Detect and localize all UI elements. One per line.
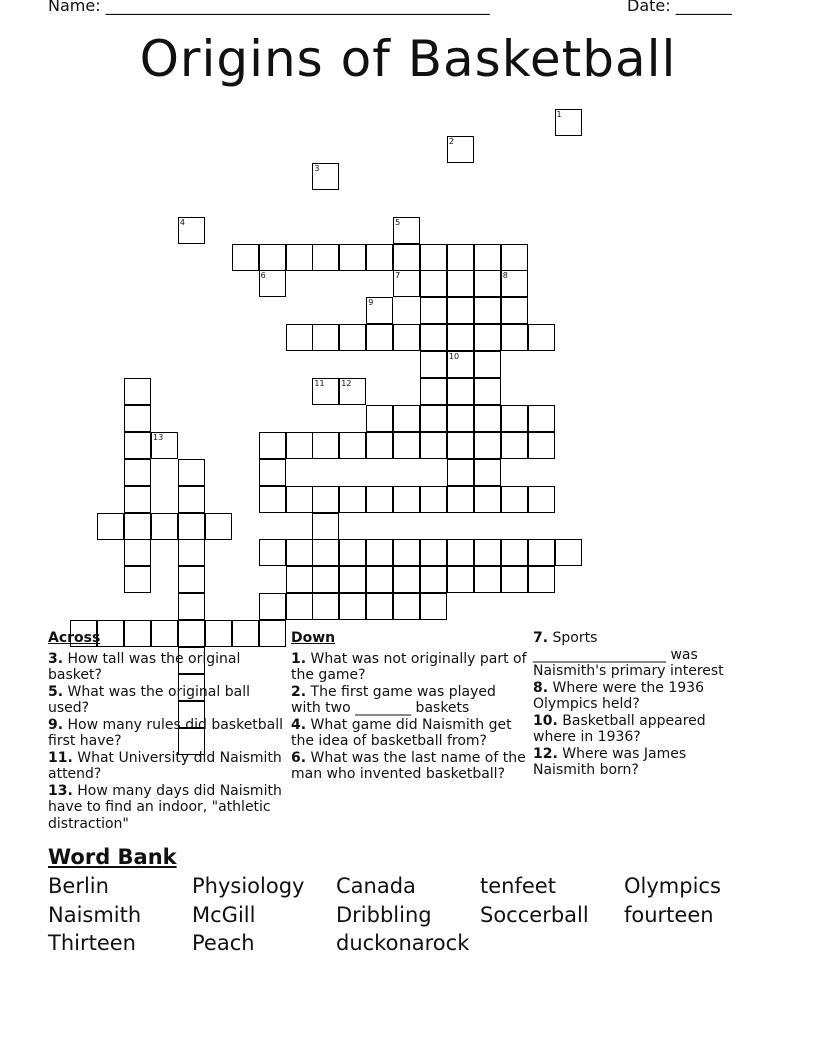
grid-cell[interactable] bbox=[420, 566, 447, 593]
grid-cell[interactable] bbox=[447, 136, 474, 163]
grid-cell[interactable] bbox=[501, 297, 528, 324]
grid-cell[interactable] bbox=[339, 539, 366, 566]
grid-cell[interactable] bbox=[312, 163, 339, 190]
word-bank-item: Thirteen bbox=[48, 931, 136, 955]
clue-text: What was the last name of the man who invented basketball? bbox=[291, 749, 526, 782]
grid-cell[interactable] bbox=[447, 351, 474, 378]
clue-number: 2 bbox=[448, 136, 454, 146]
grid-cell[interactable] bbox=[366, 566, 393, 593]
word-bank-item: duckonarock bbox=[336, 931, 470, 955]
grid-cell[interactable] bbox=[366, 297, 393, 324]
grid-cell[interactable] bbox=[259, 244, 286, 271]
grid-cell[interactable] bbox=[528, 324, 555, 351]
grid-cell[interactable] bbox=[447, 270, 474, 297]
clue-number: 8. bbox=[533, 679, 549, 696]
grid-cell[interactable] bbox=[124, 405, 151, 432]
grid-cell[interactable] bbox=[124, 513, 151, 540]
clue-number: 12. bbox=[533, 745, 558, 762]
down-clue bbox=[291, 717, 529, 750]
clue-number: 7 bbox=[395, 271, 401, 281]
across-clue bbox=[48, 651, 284, 684]
grid-cell[interactable] bbox=[366, 593, 393, 620]
grid-cell[interactable] bbox=[501, 244, 528, 271]
clue-text: How tall was the original basket? bbox=[48, 650, 241, 683]
across-clue bbox=[48, 684, 284, 717]
down-clue bbox=[291, 651, 529, 684]
across-clue bbox=[48, 783, 284, 833]
grid-cell[interactable] bbox=[501, 324, 528, 351]
grid-cell[interactable] bbox=[178, 593, 205, 620]
grid-cell[interactable] bbox=[178, 217, 205, 244]
grid-cell[interactable] bbox=[474, 539, 501, 566]
clue-number: 4 bbox=[179, 217, 185, 227]
grid-cell[interactable] bbox=[124, 566, 151, 593]
clue-number: 5. bbox=[48, 683, 64, 700]
grid-cell[interactable] bbox=[447, 297, 474, 324]
across-clues bbox=[48, 630, 284, 832]
grid-cell[interactable] bbox=[312, 486, 339, 513]
grid-cell[interactable] bbox=[420, 378, 447, 405]
clue-number: 10. bbox=[533, 712, 558, 729]
clue-text: Where were the 1936 Olympics held? bbox=[533, 679, 704, 712]
grid-cell[interactable] bbox=[447, 486, 474, 513]
word-bank-item: tenfeet bbox=[480, 874, 556, 898]
clue-text: How many rules did basketball first have? bbox=[48, 716, 284, 749]
grid-cell[interactable] bbox=[420, 270, 447, 297]
grid-cell[interactable] bbox=[474, 244, 501, 271]
clue-number: 3 bbox=[314, 163, 320, 173]
grid-cell[interactable] bbox=[124, 378, 151, 405]
clue-number: 11. bbox=[48, 749, 73, 766]
grid-cell[interactable] bbox=[393, 432, 420, 459]
grid-cell[interactable] bbox=[286, 566, 313, 593]
grid-cell[interactable] bbox=[339, 566, 366, 593]
clue-text: What was not originally part of the game? bbox=[291, 650, 527, 683]
clue-number: 10 bbox=[448, 352, 460, 362]
word-bank-item: Physiology bbox=[192, 874, 305, 898]
grid-cell[interactable] bbox=[420, 297, 447, 324]
grid-cell[interactable] bbox=[124, 432, 151, 459]
page-title: Origins of Basketball bbox=[139, 30, 677, 88]
clue-number: 8 bbox=[502, 271, 508, 281]
grid-cell[interactable] bbox=[259, 486, 286, 513]
grid-cell[interactable] bbox=[178, 486, 205, 513]
grid-cell[interactable] bbox=[420, 244, 447, 271]
clue-number: 11 bbox=[314, 379, 325, 388]
word-bank bbox=[48, 872, 768, 958]
grid-cell[interactable] bbox=[393, 217, 420, 244]
grid-cell[interactable] bbox=[124, 459, 151, 486]
clue-number: 1 bbox=[556, 110, 562, 119]
grid-cell[interactable] bbox=[366, 324, 393, 351]
grid-cell[interactable] bbox=[420, 351, 447, 378]
grid-cell[interactable] bbox=[393, 324, 420, 351]
grid-cell[interactable] bbox=[178, 459, 205, 486]
grid-cell[interactable] bbox=[259, 270, 286, 297]
grid-cell[interactable] bbox=[420, 405, 447, 432]
grid-cell[interactable] bbox=[501, 566, 528, 593]
grid-cell[interactable] bbox=[339, 432, 366, 459]
grid-cell[interactable] bbox=[393, 270, 420, 297]
grid-cell[interactable] bbox=[393, 486, 420, 513]
clue-text: The first game was played with two ________ baskets bbox=[291, 683, 496, 716]
grid-cell[interactable] bbox=[420, 539, 447, 566]
grid-cell[interactable] bbox=[286, 432, 313, 459]
down-clues bbox=[291, 630, 529, 783]
down-clue bbox=[291, 750, 529, 783]
grid-cell[interactable] bbox=[474, 486, 501, 513]
clue-number: 6 bbox=[260, 271, 266, 281]
grid-cell[interactable] bbox=[366, 486, 393, 513]
down-clue bbox=[533, 713, 733, 746]
clue-text: What game did Naismith get the idea of basketball from? bbox=[291, 716, 512, 749]
grid-cell[interactable] bbox=[420, 593, 447, 620]
grid-cell[interactable] bbox=[528, 566, 555, 593]
grid-cell[interactable] bbox=[393, 244, 420, 271]
grid-cell[interactable] bbox=[312, 244, 339, 271]
grid-cell[interactable] bbox=[474, 270, 501, 297]
grid-cell[interactable] bbox=[474, 351, 501, 378]
grid-cell[interactable] bbox=[393, 566, 420, 593]
grid-cell[interactable] bbox=[447, 432, 474, 459]
grid-cell[interactable] bbox=[259, 459, 286, 486]
grid-cell[interactable] bbox=[339, 486, 366, 513]
clue-number: 13. bbox=[48, 782, 73, 799]
grid-cell[interactable] bbox=[124, 486, 151, 513]
grid-cell[interactable] bbox=[312, 513, 339, 540]
down-clues-continued bbox=[533, 630, 733, 779]
date-field[interactable]: Date: _______ bbox=[627, 0, 732, 15]
grid-cell[interactable] bbox=[474, 405, 501, 432]
grid-cell[interactable] bbox=[474, 324, 501, 351]
clue-number: 13 bbox=[153, 432, 164, 442]
grid-cell[interactable] bbox=[178, 513, 205, 540]
grid-cell[interactable] bbox=[501, 405, 528, 432]
grid-cell[interactable] bbox=[286, 244, 313, 271]
grid-cell[interactable] bbox=[232, 244, 259, 271]
across-clue bbox=[48, 750, 284, 783]
grid-cell[interactable] bbox=[178, 539, 205, 566]
grid-cell[interactable] bbox=[178, 566, 205, 593]
grid-cell[interactable] bbox=[366, 539, 393, 566]
grid-cell[interactable] bbox=[151, 432, 178, 459]
clue-text: How many days did Naismith have to find an indoor, "athletic distraction" bbox=[48, 782, 282, 832]
grid-cell[interactable] bbox=[286, 539, 313, 566]
grid-cell[interactable] bbox=[97, 513, 124, 540]
clue-number: 3. bbox=[48, 650, 64, 667]
grid-cell[interactable] bbox=[205, 513, 232, 540]
down-clue bbox=[533, 680, 733, 713]
clue-text: What was the original ball used? bbox=[48, 683, 250, 716]
grid-cell[interactable] bbox=[501, 432, 528, 459]
grid-cell[interactable] bbox=[474, 459, 501, 486]
clue-number: 6. bbox=[291, 749, 307, 766]
grid-cell[interactable] bbox=[312, 566, 339, 593]
grid-cell[interactable] bbox=[312, 593, 339, 620]
word-bank-item: Olympics bbox=[624, 874, 721, 898]
down-clue bbox=[291, 684, 529, 717]
grid-cell[interactable] bbox=[447, 459, 474, 486]
grid-cell[interactable] bbox=[474, 297, 501, 324]
grid-cell[interactable] bbox=[393, 593, 420, 620]
clue-number: 12 bbox=[341, 379, 352, 388]
grid-cell[interactable] bbox=[393, 539, 420, 566]
grid-cell[interactable] bbox=[366, 432, 393, 459]
grid-cell[interactable] bbox=[312, 432, 339, 459]
down-heading: Down bbox=[291, 630, 336, 646]
grid-cell[interactable] bbox=[528, 405, 555, 432]
grid-cell[interactable] bbox=[124, 539, 151, 566]
grid-cell[interactable] bbox=[366, 244, 393, 271]
grid-cell[interactable] bbox=[259, 539, 286, 566]
across-clue bbox=[48, 717, 284, 750]
word-bank-item: McGill bbox=[192, 902, 256, 927]
word-bank-item: Peach bbox=[192, 931, 255, 955]
word-bank-title: Word Bank bbox=[48, 845, 177, 869]
word-bank-item: Naismith bbox=[48, 902, 142, 927]
grid-cell[interactable] bbox=[528, 432, 555, 459]
grid-cell[interactable] bbox=[447, 378, 474, 405]
word-bank-item: fourteen bbox=[624, 902, 714, 927]
grid-cell[interactable] bbox=[447, 324, 474, 351]
grid-cell[interactable] bbox=[420, 486, 447, 513]
word-bank-item: Soccerball bbox=[480, 902, 589, 927]
grid-cell[interactable] bbox=[528, 539, 555, 566]
word-bank-item: Berlin bbox=[48, 874, 109, 898]
grid-cell[interactable] bbox=[447, 244, 474, 271]
grid-cell[interactable] bbox=[339, 378, 366, 405]
clue-number: 2. bbox=[291, 683, 307, 700]
grid-cell[interactable] bbox=[447, 566, 474, 593]
grid-cell[interactable] bbox=[312, 324, 339, 351]
grid-cell[interactable] bbox=[286, 593, 313, 620]
clue-number: 1. bbox=[291, 650, 307, 667]
grid-cell[interactable] bbox=[501, 486, 528, 513]
clue-text: Where was James Naismith born? bbox=[533, 745, 687, 778]
grid-cell[interactable] bbox=[555, 109, 582, 136]
grid-cell[interactable] bbox=[474, 566, 501, 593]
word-bank-item: Dribbling bbox=[336, 902, 432, 927]
grid-cell[interactable] bbox=[447, 405, 474, 432]
name-field[interactable]: Name: ________________________________________________ bbox=[48, 0, 490, 15]
grid-cell[interactable] bbox=[286, 486, 313, 513]
clue-number: 4. bbox=[291, 716, 307, 733]
grid-cell[interactable] bbox=[474, 378, 501, 405]
grid-cell[interactable] bbox=[420, 324, 447, 351]
grid-cell[interactable] bbox=[286, 324, 313, 351]
grid-cell[interactable] bbox=[259, 432, 286, 459]
grid-cell[interactable] bbox=[555, 539, 582, 566]
down-clue bbox=[533, 630, 733, 680]
clue-number: 5 bbox=[395, 217, 401, 227]
down-clue bbox=[533, 746, 733, 779]
grid-cell[interactable] bbox=[501, 539, 528, 566]
clue-text: Sports ___________________ was Naismith's primary interest bbox=[533, 630, 724, 679]
grid-cell[interactable] bbox=[447, 539, 474, 566]
clue-number: 9 bbox=[368, 298, 374, 308]
grid-cell[interactable] bbox=[474, 432, 501, 459]
word-bank-item: Canada bbox=[336, 874, 416, 898]
grid-cell[interactable] bbox=[151, 513, 178, 540]
grid-cell[interactable] bbox=[312, 539, 339, 566]
grid-cell[interactable] bbox=[420, 432, 447, 459]
clue-number: 7. bbox=[533, 630, 549, 646]
clue-text: What University did Naismith attend? bbox=[48, 749, 282, 782]
grid-cell[interactable] bbox=[312, 378, 339, 405]
grid-cell[interactable] bbox=[366, 405, 393, 432]
grid-cell[interactable] bbox=[528, 486, 555, 513]
grid-cell[interactable] bbox=[339, 593, 366, 620]
grid-cell[interactable] bbox=[339, 244, 366, 271]
clue-text: Basketball appeared where in 1936? bbox=[533, 712, 706, 745]
grid-cell[interactable] bbox=[393, 405, 420, 432]
grid-cell[interactable] bbox=[259, 593, 286, 620]
grid-cell[interactable] bbox=[501, 270, 528, 297]
clue-number: 9. bbox=[48, 716, 64, 733]
grid-cell[interactable] bbox=[339, 324, 366, 351]
across-heading: Across bbox=[48, 630, 101, 646]
